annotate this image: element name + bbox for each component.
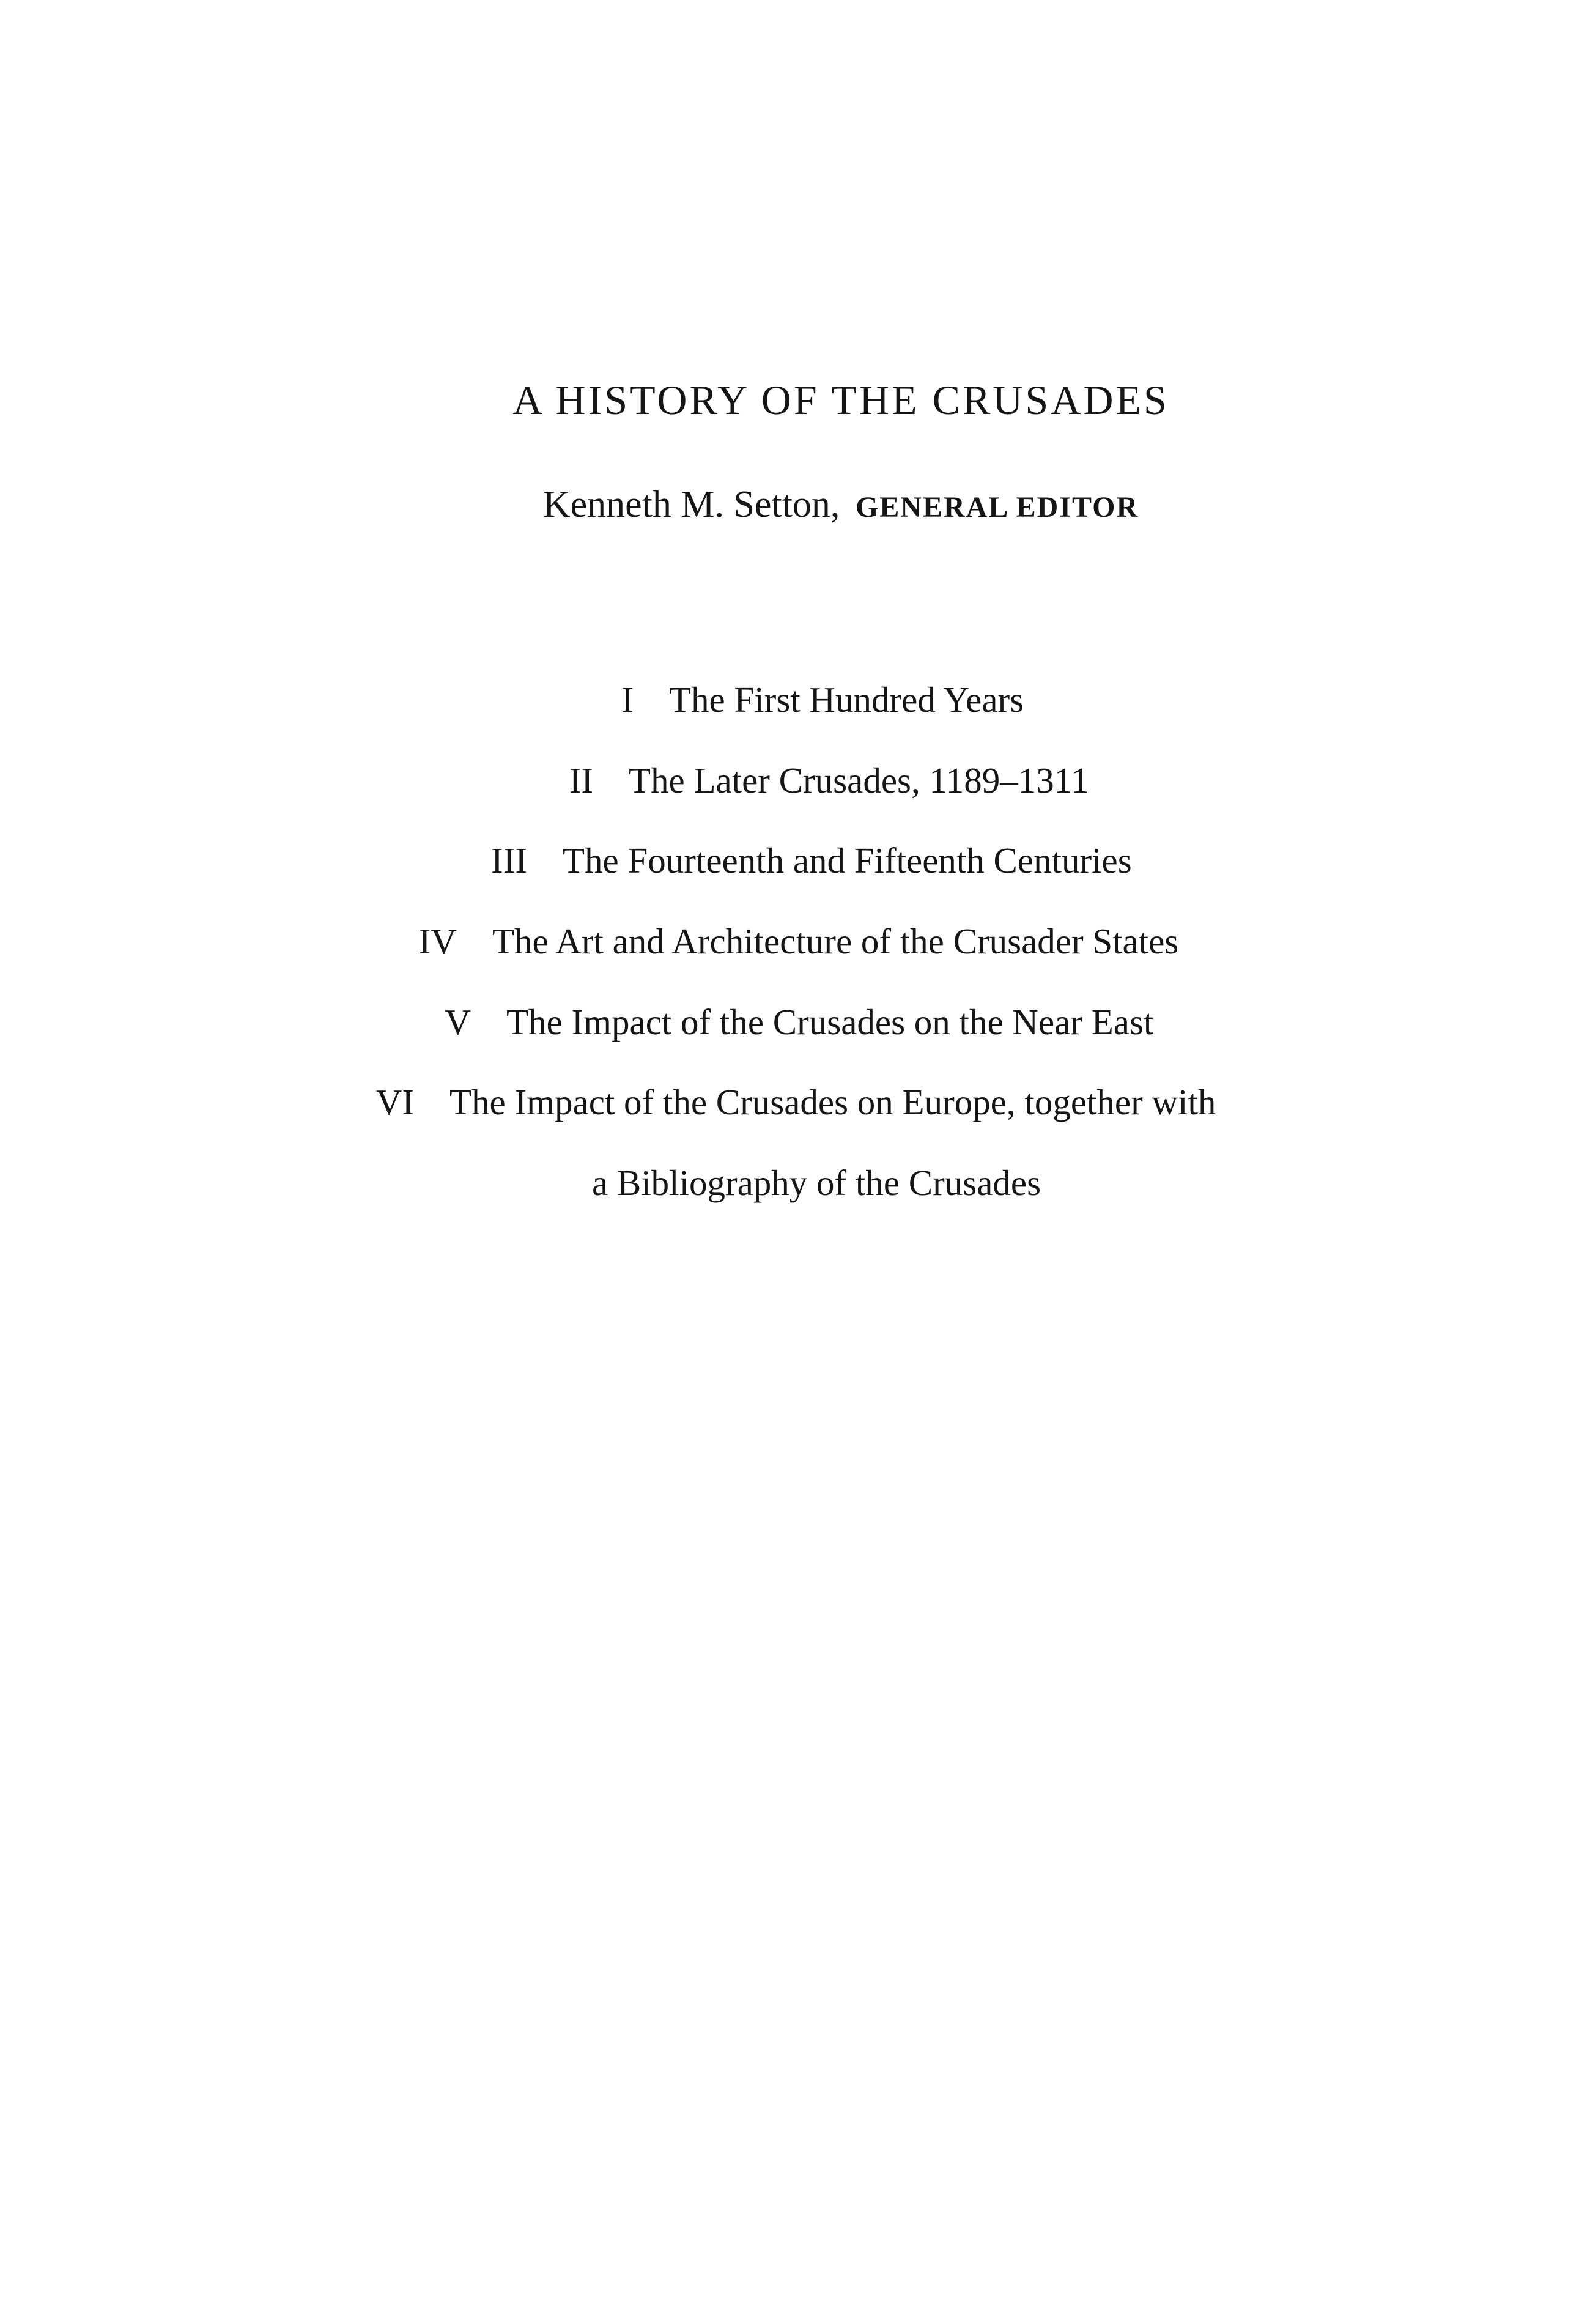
volume-continuation <box>592 1162 1041 1211</box>
editor-role: GENERAL EDITOR <box>855 491 1139 524</box>
volume-title: The Later Crusades, 1189–1311 <box>629 760 1089 801</box>
volume-item <box>418 920 1179 969</box>
volume-item <box>491 840 1132 889</box>
volume-number: IV <box>418 921 457 961</box>
volume-title: The Impact of the Crusades on Europe, together with <box>449 1082 1216 1122</box>
volume-item <box>621 679 1024 728</box>
volume-number: VI <box>375 1082 414 1122</box>
volume-item <box>569 760 1089 809</box>
volume-title: The First Hundred Years <box>669 679 1024 720</box>
volume-number: V <box>445 1002 471 1042</box>
volume-item <box>375 1081 1216 1130</box>
volume-item <box>445 1001 1154 1050</box>
volume-continuation-text: a Bibliography of the Crusades <box>592 1163 1041 1203</box>
volume-title: The Fourteenth and Fifteenth Centuries <box>563 840 1132 881</box>
volume-title: The Art and Architecture of the Crusader States <box>492 921 1179 961</box>
volume-title: The Impact of the Crusades on the Near East <box>506 1002 1154 1042</box>
volume-number: I <box>621 679 634 720</box>
volume-number: III <box>491 840 527 881</box>
editor-name: Kenneth M. Setton, <box>542 484 840 525</box>
series-title: A HISTORY OF THE CRUSADES <box>512 377 1169 423</box>
editor-line <box>0 483 1590 527</box>
volume-number: II <box>569 760 593 801</box>
